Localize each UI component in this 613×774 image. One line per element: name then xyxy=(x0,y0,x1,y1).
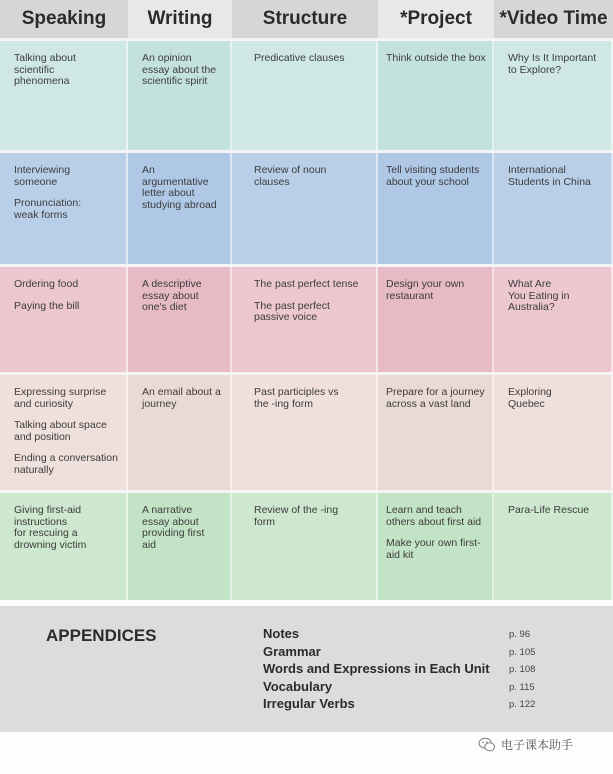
cell-text: A narrative essay about providing first aid xyxy=(142,504,205,551)
appendix-item: Notes xyxy=(263,626,300,641)
appendices-pages xyxy=(509,629,535,717)
cell-text: Paying the bill xyxy=(14,299,80,312)
cell-text: Exploring Quebec xyxy=(508,386,552,410)
header-speaking: Speaking xyxy=(0,0,128,38)
cell-text: An argumentative letter about studying abroad xyxy=(142,164,217,211)
cell-text: Para-Life Rescue xyxy=(508,504,590,516)
cell-text: The past perfect tense xyxy=(254,278,359,290)
cell-text: Prepare for a journey across a vast land xyxy=(386,386,485,410)
cell-text: What Are You Eating in Australia? xyxy=(508,278,570,313)
cell-text: Review of the -ing form xyxy=(254,504,339,528)
video-cell xyxy=(494,375,613,490)
cell-text: Talking about space and position xyxy=(14,419,107,443)
cell-text: The past perfect passive voice xyxy=(254,299,330,323)
structure-cell xyxy=(232,375,378,490)
header-writing: Writing xyxy=(128,0,232,38)
structure-cell xyxy=(232,493,378,600)
appendix-item: Words and Expressions in Each Unit xyxy=(263,661,490,676)
speaking-cell xyxy=(0,493,128,600)
table-row xyxy=(0,38,613,150)
appendices-list xyxy=(263,626,490,714)
cell-text: Ordering food xyxy=(14,278,79,290)
cell-text: Talking about scientific phenomena xyxy=(14,52,76,87)
cell-text: An opinion essay about the scientific spirit xyxy=(142,52,217,87)
cell-text: Pronunciation: weak forms xyxy=(14,197,82,221)
project-cell xyxy=(378,41,494,150)
speaking-cell xyxy=(0,375,128,490)
cell-text: Make your own first- aid kit xyxy=(386,537,481,561)
structure-cell xyxy=(232,41,378,150)
appendix-page: p. 108 xyxy=(509,664,536,675)
writing-cell xyxy=(128,493,232,600)
video-cell xyxy=(494,41,613,150)
cell-text: Why Is It Important to Explore? xyxy=(508,52,597,76)
header-video-time: *Video Time xyxy=(494,0,613,38)
header-project: *Project xyxy=(378,0,494,38)
writing-cell xyxy=(128,153,232,264)
appendices-section xyxy=(0,606,613,732)
writing-cell xyxy=(128,41,232,150)
appendix-item: Vocabulary xyxy=(263,678,333,694)
appendix-item: Grammar xyxy=(263,643,321,659)
video-cell xyxy=(494,153,613,264)
cell-text: Tell visiting students about your school xyxy=(386,164,480,188)
header-row xyxy=(0,0,613,38)
table-row xyxy=(0,264,613,372)
speaking-cell xyxy=(0,153,128,264)
cell-text: An email about a journey xyxy=(142,386,221,410)
cell-text: Past participles vs the -ing form xyxy=(254,386,339,410)
cell-text: Interviewing someone xyxy=(14,164,71,188)
cell-text: Learn and teach others about first aid xyxy=(386,504,482,528)
cell-text: Review of noun clauses xyxy=(254,164,327,188)
cell-text: International Students in China xyxy=(508,164,591,188)
watermark-text: 电子课本助手 xyxy=(501,738,574,752)
appendices-title: APPENDICES xyxy=(46,626,157,645)
appendix-page: p. 96 xyxy=(509,629,531,640)
project-cell xyxy=(378,493,494,600)
writing-cell xyxy=(128,375,232,490)
header-structure: Structure xyxy=(232,0,378,38)
table-row xyxy=(0,150,613,264)
cell-text: Predicative clauses xyxy=(254,52,345,64)
table-row xyxy=(0,372,613,490)
wechat-icon xyxy=(478,737,496,753)
cell-text: Think outside the box xyxy=(386,52,486,64)
structure-cell xyxy=(232,267,378,372)
cell-text: Design your own restaurant xyxy=(386,278,465,302)
structure-cell xyxy=(232,153,378,264)
video-cell xyxy=(494,493,613,600)
appendix-page: p. 105 xyxy=(509,646,536,658)
speaking-cell xyxy=(0,267,128,372)
cell-text: Giving first-aid instructions for rescuing a drowning victim xyxy=(14,504,87,551)
video-cell xyxy=(494,267,613,372)
speaking-cell xyxy=(0,41,128,150)
cell-text: Ending a conversation naturally xyxy=(14,452,118,476)
project-cell xyxy=(378,153,494,264)
cell-text: A descriptive essay about one's diet xyxy=(142,278,202,313)
appendix-page: p. 122 xyxy=(509,699,536,710)
writing-cell xyxy=(128,267,232,372)
appendix-page: p. 115 xyxy=(509,681,535,693)
watermark xyxy=(478,736,573,753)
table-row xyxy=(0,490,613,600)
project-cell xyxy=(378,375,494,490)
project-cell xyxy=(378,267,494,372)
appendix-item: Irregular Verbs xyxy=(263,696,355,711)
cell-text: Expressing surprise and curiosity xyxy=(14,386,107,410)
